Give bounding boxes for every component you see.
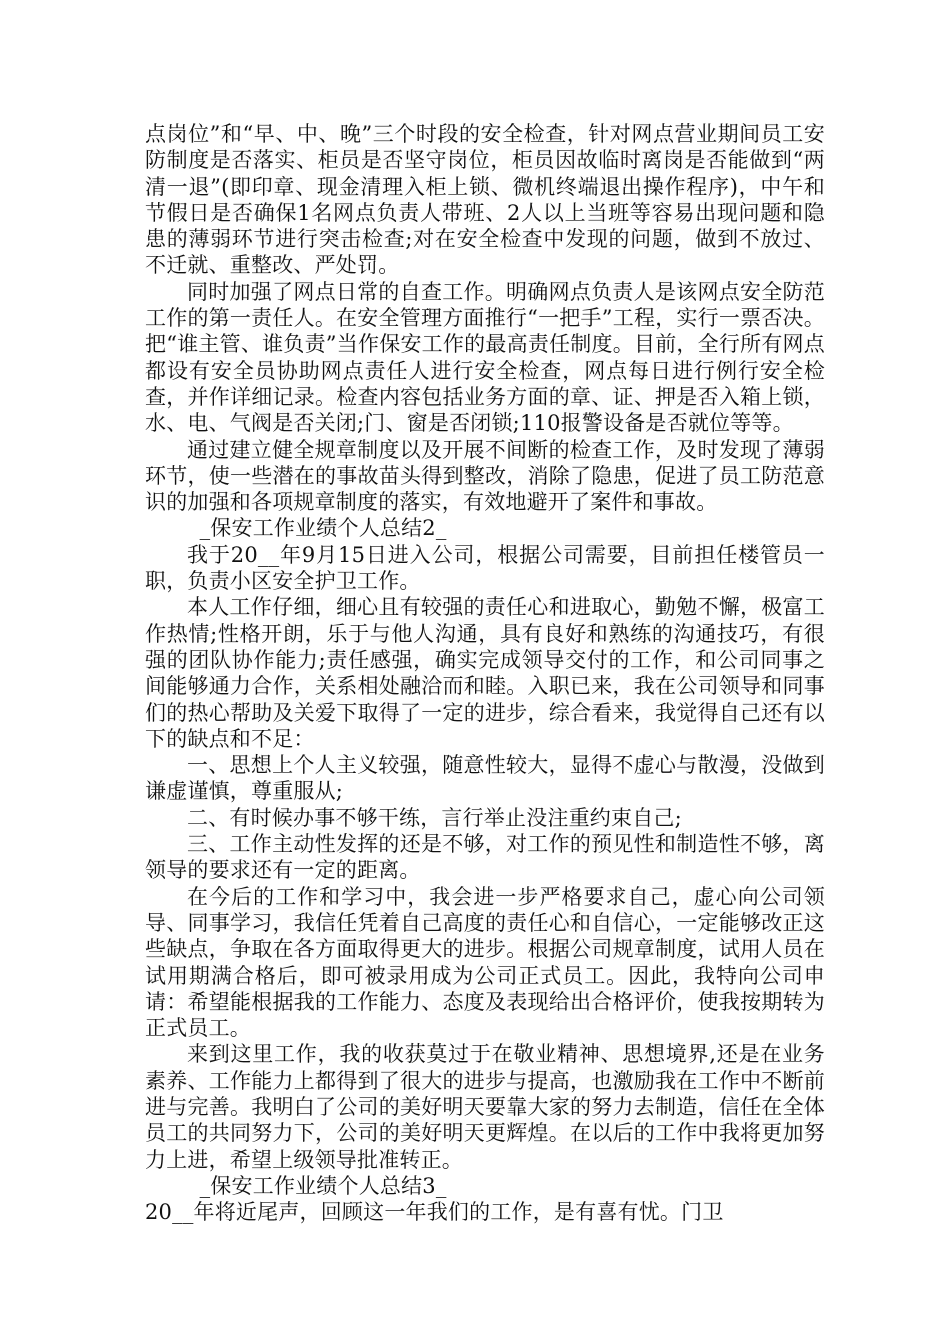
paragraph: 三、工作主动性发挥的还是不够，对工作的预见性和制造性不够，离领导的要求还有一定的距离。 <box>145 832 825 883</box>
section-heading: _保安工作业绩个人总结3_ <box>199 1173 447 1198</box>
paragraph-truncated: 20__年将近尾声，回顾这一年我们的工作，是有喜有忧。门卫 <box>145 1200 724 1225</box>
paragraph-continued: 点岗位”和“早、中、晚”三个时段的安全检查，针对网点营业期间员工安防制度是否落实、柜员是否坚守岗位，柜员因故临时离岗是否能做到“两清一退”(即印章、现金清理入柜上锁、微机终端退出操作程序)，中午和节假日是否确保1名网点负责人带班、2人以上当班等容易出现问题和隐患的薄弱环节进行突击检查;对在安全检查中发现的问题，做到不放过、不迁就、重整改、严处罚。 <box>145 122 825 278</box>
section-heading: _保安工作业绩个人总结2_ <box>199 516 447 541</box>
paragraph: 同时加强了网点日常的自查工作。明确网点负责人是该网点安全防范工作的第一责任人。在安全管理方面推行“一把手”工程，实行一票否决。把“谁主管、谁负责”当作保安工作的最高责任制度。目前，全行所有网点都设有安全员协助网点责任人进行安全检查，网点每日进行例行安全检查，并作详细记录。检查内容包括业务方面的章、证、押是否入箱上锁，水、电、气阀是否关闭;门、窗是否闭锁;110报警设备是否就位等等。 <box>145 279 825 436</box>
paragraph: 二、有时候办事不够干练，言行举止没注重约束自己; <box>187 805 682 830</box>
paragraph: 在今后的工作和学习中，我会进一步严格要求自己，虚心向公司领导、同事学习，我信任凭着自己高度的责任心和自信心，一定能够改正这些缺点，争取在各方面取得更大的进步。根据公司规章制度，试用人员在试用期满合格后，即可被录用成为公司正式员工。因此，我特向公司申请：希望能根据我的工作能力、态度及表现给出合格评价，使我按期转为正式员工。 <box>145 884 825 1041</box>
document-body <box>145 121 825 1225</box>
paragraph: 本人工作仔细，细心且有较强的责任心和进取心，勤勉不懈，极富工作热情;性格开朗，乐于与他人沟通，具有良好和熟练的沟通技巧，有很强的团队协作能力;责任感强，确实完成领导交付的工作，和公司同事之间能够通力合作，关系相处融洽而和睦。入职已来，我在公司领导和同事们的热心帮助及关爱下取得了一定的进步，综合看来，我觉得自己还有以下的缺点和不足： <box>145 595 825 751</box>
paragraph: 一、思想上个人主义较强，随意性较大，显得不虚心与散漫，没做到谦虚谨慎，尊重服从; <box>145 753 825 804</box>
paragraph: 来到这里工作，我的收获莫过于在敬业精神、思想境界,还是在业务素养、工作能力上都得到了很大的进步与提高，也激励我在工作中不断前进与完善。我明白了公司的美好明天要靠大家的努力去制造，信任在全体员工的共同努力下，公司的美好明天更辉煌。在以后的工作中我将更加努力上进，希望上级领导批准转正。 <box>145 1042 825 1172</box>
paragraph: 我于20__年9月15日进入公司，根据公司需要，目前担任楼管员一职，负责小区安全护卫工作。 <box>145 542 825 594</box>
paragraph: 通过建立健全规章制度以及开展不间断的检查工作，及时发现了薄弱环节，使一些潜在的事故苗头得到整改，消除了隐患，促进了员工防范意识的加强和各项规章制度的落实，有效地避开了案件和事故。 <box>145 437 825 515</box>
